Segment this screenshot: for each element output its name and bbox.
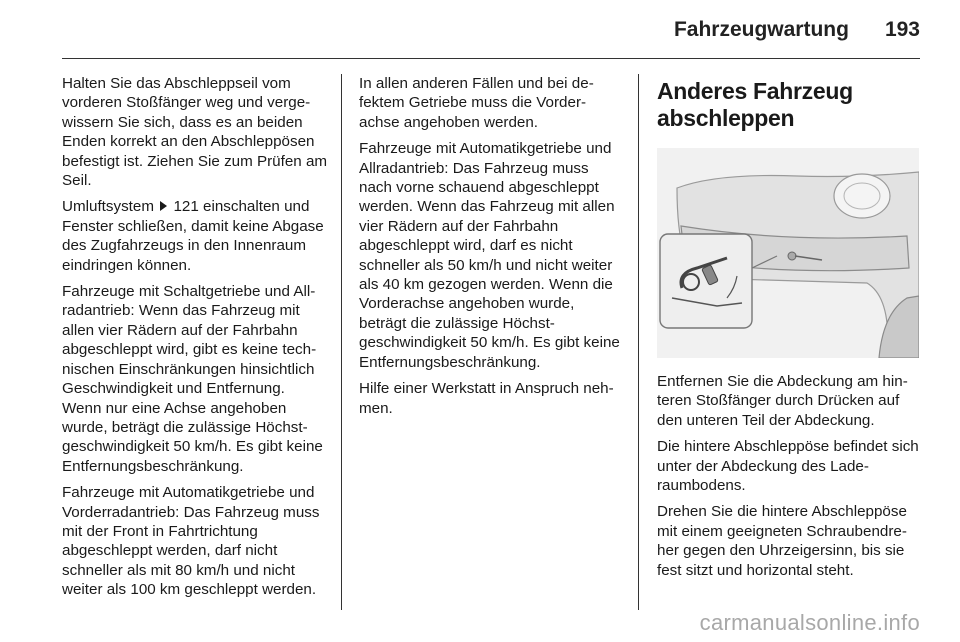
paragraph: In allen anderen Fällen und bei defektem Getriebe muss die Vorderachse angehoben werden. <box>359 75 594 131</box>
rear-bumper-tow-eye-icon <box>657 148 919 358</box>
column-divider-2 <box>638 74 639 610</box>
ref-text-after: einschalten und Fenster schließen, damit keine Abgase des Zugfahrzeugs in den Innenraum eindringen können. <box>62 198 324 274</box>
column-3 <box>657 78 923 587</box>
paragraph: Entfernen Sie die Abdeckung am hinteren Stoßfänger durch Drücken auf den unteren Teil der Abdeckung. <box>657 373 908 429</box>
ref-page-link[interactable]: 121 <box>173 198 199 216</box>
paragraph: Fahrzeuge mit Schaltgetriebe und Allradantrieb: Wenn das Fahrzeug mit allen vier Rädern auf der Fahrbahn abgeschleppt wird, gibt es keine technischen Einschränkungen hinsichtlich Geschwindigkeit und Entfernung. Wenn nur eine Achse angehoben wurde, beträgt die zulässige Höchstgeschwindigkeit 50 km/h. Es gibt keine Entfernungsbeschränkung. <box>62 283 323 475</box>
paragraph: Drehen Sie die hintere Abschleppöse mit einem geeigneten Schraubendreher gegen den Uhrzeigersinn, bis sie fest sitzt und horizontal steht. <box>657 503 907 579</box>
tow-eye-illustration <box>657 148 919 358</box>
watermark: carmanualsonline.info <box>699 610 920 635</box>
paragraph-reference <box>62 197 328 275</box>
paragraph: Die hintere Abschleppöse befindet sich unter der Abdeckung des Laderaumbodens. <box>657 438 919 495</box>
page-number: 193 <box>884 18 920 41</box>
ref-text-before: Umluftsystem <box>62 198 154 216</box>
paragraph: Hilfe einer Werkstatt in Anspruch nehmen. <box>359 380 614 417</box>
header-rule <box>62 58 920 59</box>
paragraph: Fahrzeuge mit Automatikgetriebe und Allradantrieb: Das Fahrzeug muss nach vorne schauend abgeschleppt werden. Wenn das Fahrzeug mit allen vier Rädern auf der Fahrbahn abgeschleppt wird, darf es nicht schneller als 50 km/h und nicht weiter als 40 km gezogen werden. Wenn die Vorderachse angehoben wurde, beträgt die zulässige Höchstgeschwindigkeit 50 km/h. Es gibt keine Entfernungsbeschränkung. <box>359 140 620 371</box>
column-1 <box>62 74 328 607</box>
column-divider-1 <box>341 74 342 610</box>
paragraph: Halten Sie das Abschleppseil vom vorderen Stoßfänger weg und vergewissern Sie sich, dass es an beiden Enden korrekt an den Abschleppösen befestigt ist. Ziehen Sie zum Prüfen am Seil. <box>62 75 328 190</box>
column-2 <box>359 74 621 425</box>
section-heading: Anderes Fahrzeug abschleppen <box>657 78 853 131</box>
page-header <box>674 18 920 42</box>
section-title-header: Fahrzeugwartung <box>673 18 849 41</box>
page-reference-arrow-icon <box>160 201 167 211</box>
paragraph: Fahrzeuge mit Automatikgetriebe und Vorderradantrieb: Das Fahrzeug muss mit der Front in Fahrtrichtung abgeschleppt werden, darf nicht schneller als mit 80 km/h und nicht weiter als 100 km geschleppt werden. <box>62 484 320 599</box>
